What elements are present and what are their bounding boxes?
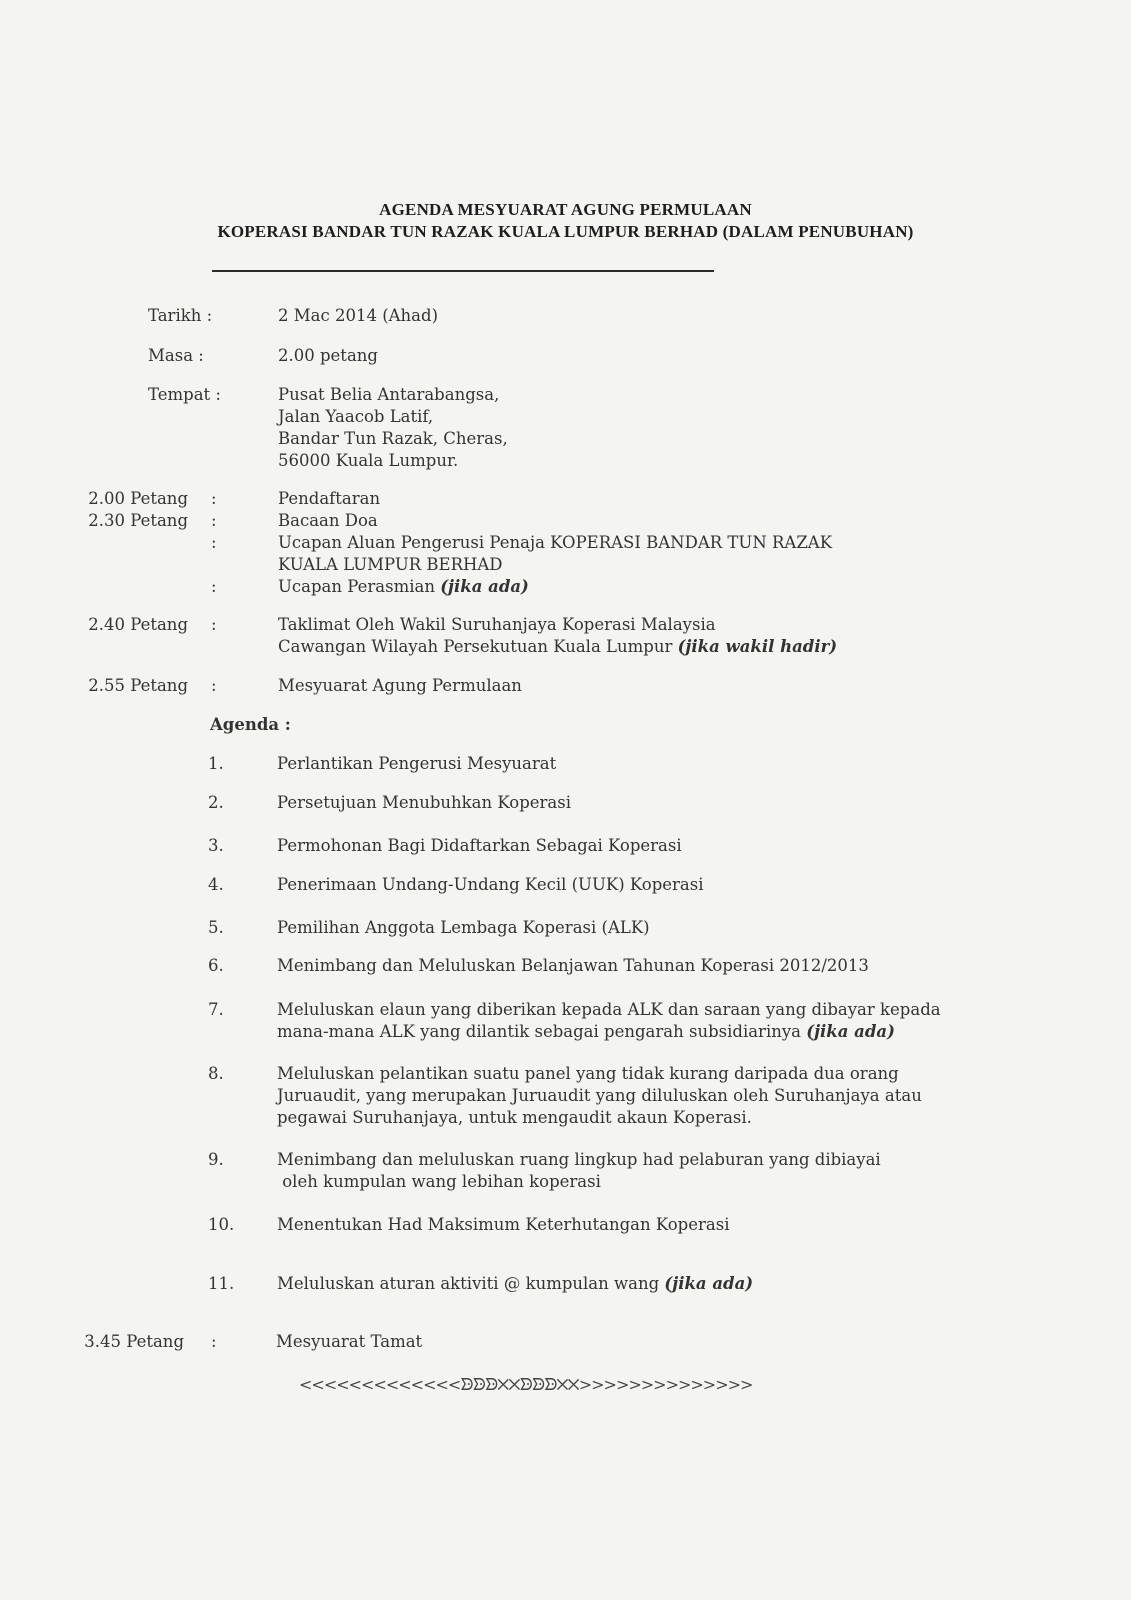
schedule-time: 2.30 Petang	[88, 511, 188, 530]
tempat-line: Pusat Belia Antarabangsa,	[278, 385, 500, 404]
title-line-2: KOPERASI BANDAR TUN RAZAK KUALA LUMPUR BERHAD (DALAM PENUBUHAN)	[217, 222, 914, 241]
agenda-item-7-line2	[277, 1021, 895, 1043]
agenda-text: Menentukan Had Maksimum Keterhutangan Koperasi	[277, 1215, 730, 1234]
agenda-text: Perlantikan Pengerusi Mesyuarat	[277, 754, 557, 773]
schedule-text-continued: KUALA LUMPUR BERHAD	[278, 555, 503, 574]
agenda-item-11	[277, 1273, 753, 1295]
schedule-time: 2.40 Petang	[88, 615, 188, 634]
schedule-text: Mesyuarat Agung Permulaan	[278, 676, 522, 695]
agenda-text: Menimbang dan meluluskan ruang lingkup had pelaburan yang dibiayai	[277, 1150, 881, 1169]
tempat-line: Jalan Yaacob Latif,	[278, 407, 434, 426]
schedule-note: (jika ada)	[440, 577, 529, 596]
closing-colon: :	[211, 1332, 217, 1351]
masa-value: 2.00 petang	[278, 346, 378, 365]
schedule-text: Ucapan Aluan Pengerusi Penaja KOPERASI BANDAR TUN RAZAK	[278, 533, 833, 552]
schedule-time: 2.00 Petang	[88, 489, 188, 508]
schedule-colon: :	[211, 577, 217, 596]
agenda-number: 10.	[208, 1215, 235, 1234]
schedule-text-continued: Cawangan Wilayah Persekutuan Kuala Lumpur	[278, 637, 673, 656]
agenda-number: 9.	[208, 1150, 224, 1169]
schedule-colon: :	[211, 511, 217, 530]
tempat-label: Tempat :	[148, 385, 221, 404]
schedule-colon: :	[211, 615, 217, 634]
agenda-text: Meluluskan elaun yang diberikan kepada ALK dan saraan yang dibayar kepada	[277, 1000, 941, 1019]
agenda-text: Persetujuan Menubuhkan Koperasi	[277, 793, 572, 812]
schedule-note: (jika wakil hadir)	[677, 637, 838, 656]
tempat-line: Bandar Tun Razak, Cheras,	[278, 429, 508, 448]
masa-label: Masa :	[148, 346, 204, 365]
schedule-text: Bacaan Doa	[278, 511, 378, 530]
agenda-text: Meluluskan aturan aktiviti @ kumpulan wang	[277, 1274, 660, 1293]
agenda-text: Menimbang dan Meluluskan Belanjawan Tahunan Koperasi 2012/2013	[277, 956, 869, 975]
agenda-text: Juruaudit, yang merupakan Juruaudit yang diluluskan oleh Suruhanjaya atau	[277, 1086, 922, 1105]
schedule-time: 2.55 Petang	[88, 676, 188, 695]
agenda-number: 7.	[208, 1000, 224, 1019]
agenda-number: 2.	[208, 793, 224, 812]
title-divider	[212, 270, 714, 272]
agenda-text: Meluluskan pelantikan suatu panel yang tidak kurang daripada dua orang	[277, 1064, 899, 1083]
agenda-number: 11.	[208, 1274, 235, 1293]
agenda-text: Permohonan Bagi Didaftarkan Sebagai Koperasi	[277, 836, 682, 855]
schedule-colon: :	[211, 533, 217, 552]
closing-time: 3.45 Petang	[84, 1332, 184, 1351]
agenda-text: oleh kumpulan wang lebihan koperasi	[277, 1172, 601, 1191]
agenda-number: 1.	[208, 754, 224, 773]
schedule-text: Taklimat Oleh Wakil Suruhanjaya Koperasi Malaysia	[278, 615, 716, 634]
closing-text: Mesyuarat Tamat	[276, 1332, 423, 1351]
title-line-1: AGENDA MESYUARAT AGUNG PERMULAAN	[379, 200, 752, 219]
agenda-number: 6.	[208, 956, 224, 975]
tempat-line: 56000 Kuala Lumpur.	[278, 451, 459, 470]
schedule-text: Pendaftaran	[278, 489, 381, 508]
agenda-heading: Agenda :	[210, 715, 291, 734]
agenda-text: Pemilihan Anggota Lembaga Koperasi (ALK)	[277, 918, 650, 937]
agenda-note: (jika ada)	[664, 1274, 754, 1293]
agenda-note: (jika ada)	[806, 1022, 895, 1041]
agenda-number: 3.	[208, 836, 224, 855]
agenda-number: 4.	[208, 875, 224, 894]
schedule-item-taklimat-line2	[278, 636, 837, 658]
agenda-number: 8.	[208, 1064, 224, 1083]
ornament-divider: <<<<<<<<<<<<<ᗦᗦᗦ✕✕ᗦᗦᗦ✕✕>>>>>>>>>>>>>>	[299, 1375, 753, 1394]
schedule-item-perasmian	[278, 576, 529, 598]
schedule-colon: :	[211, 489, 217, 508]
agenda-text: pegawai Suruhanjaya, untuk mengaudit akaun Koperasi.	[277, 1108, 752, 1127]
schedule-colon: :	[211, 676, 217, 695]
tarikh-label: Tarikh :	[148, 306, 213, 325]
agenda-number: 5.	[208, 918, 224, 937]
agenda-text: Penerimaan Undang-Undang Kecil (UUK) Koperasi	[277, 875, 704, 894]
tarikh-value: 2 Mac 2014 (Ahad)	[278, 306, 439, 325]
schedule-text: Ucapan Perasmian	[278, 577, 435, 596]
agenda-text: mana-mana ALK yang dilantik sebagai pengarah subsidiarinya	[277, 1022, 802, 1041]
